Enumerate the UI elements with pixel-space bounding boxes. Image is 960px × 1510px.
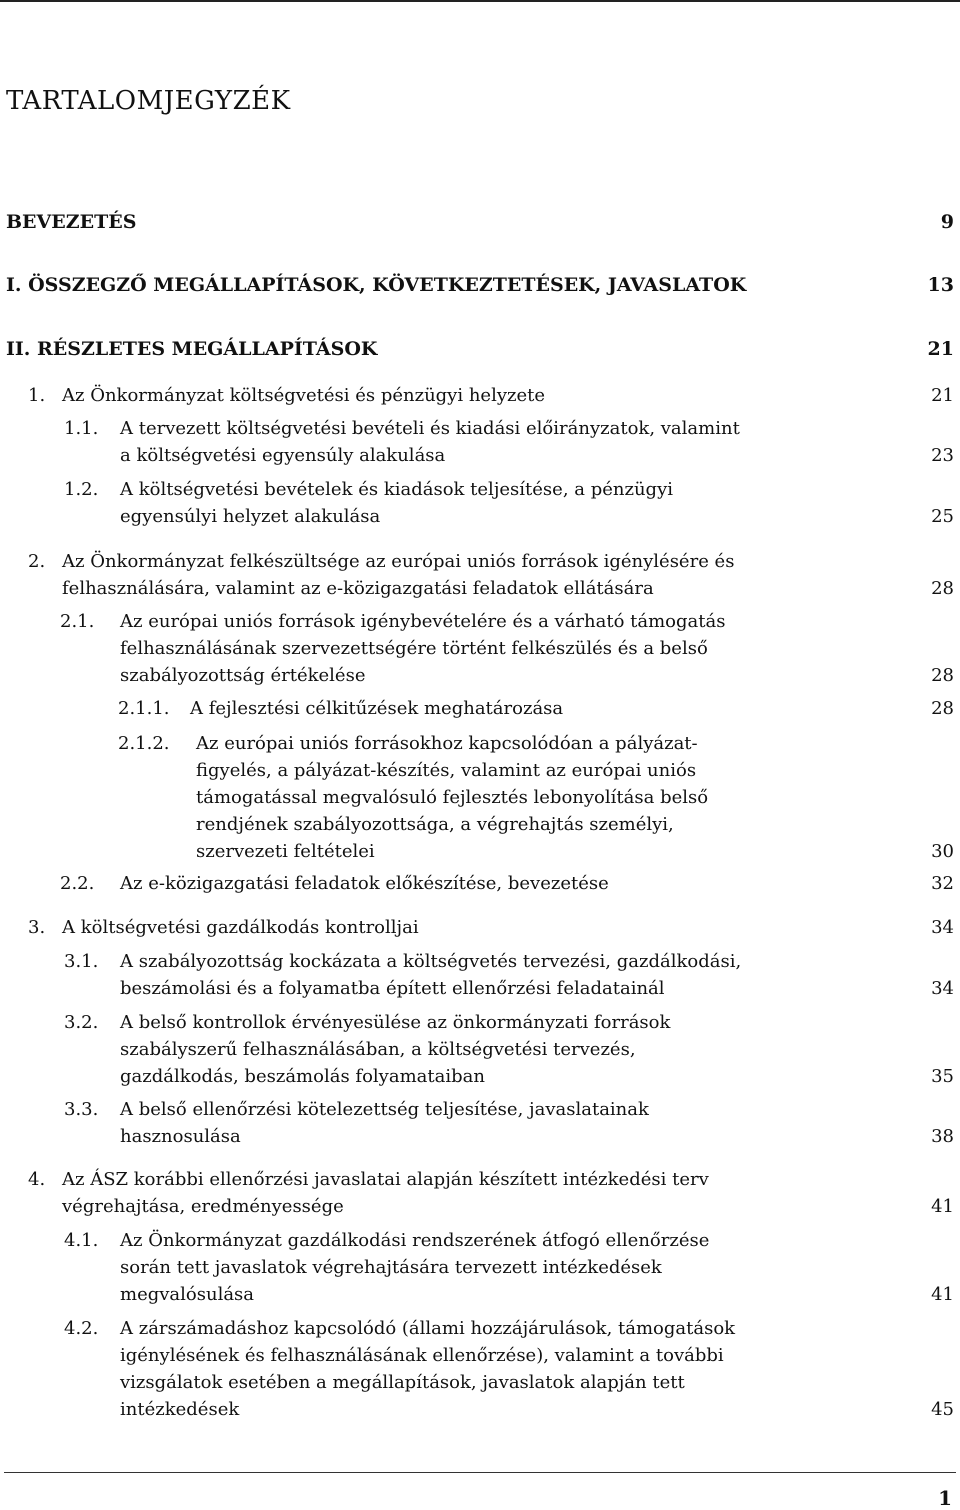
- toc-entry-text: [64, 476, 954, 530]
- toc-entry-line: támogatással megvalósuló fejlesztés lebonyolítása belső: [196, 787, 709, 808]
- toc-entry-page: 35: [931, 1066, 954, 1087]
- toc-entry-line: egyensúlyi helyzet alakulása: [120, 506, 381, 527]
- toc-entry[interactable]: [28, 548, 954, 602]
- toc-entry-line: A szabályozottság kockázata a költségvetés tervezési, gazdálkodási,: [120, 951, 742, 972]
- toc-entry-text: [28, 1166, 954, 1220]
- toc-entry[interactable]: [6, 272, 954, 299]
- toc-entry-page: 28: [931, 665, 954, 686]
- toc-entry-line: Az ÁSZ korábbi ellenőrzési javaslatai alapján készített intézkedési terv: [62, 1169, 709, 1190]
- toc-entry-line: II. RÉSZLETES MEGÁLLAPÍTÁSOK: [6, 338, 378, 360]
- toc-entry[interactable]: [64, 948, 954, 1002]
- toc-entry-line: hasznosulása: [120, 1126, 241, 1147]
- footer-rule: [4, 1472, 956, 1473]
- toc-entry-number: 4.: [28, 1169, 46, 1190]
- toc-entry-line: A belső kontrollok érvényesülése az önkormányzati források: [120, 1012, 671, 1033]
- toc-entry-line: A zárszámadáshoz kapcsolódó (állami hozzájárulások, támogatások: [120, 1318, 736, 1339]
- toc-entry[interactable]: [6, 336, 954, 363]
- toc-entry-page: 13: [927, 274, 954, 296]
- toc-entry-text: [64, 1227, 954, 1308]
- toc-entry-number: 2.1.: [60, 611, 95, 632]
- toc-entry-text: [118, 695, 954, 722]
- toc-entry-number: 2.1.1.: [118, 698, 170, 719]
- toc-entry-number: 3.2.: [64, 1012, 99, 1033]
- toc-entry-number: 2.2.: [60, 873, 95, 894]
- toc-entry-line: igénylésének és felhasználásának ellenőrzése), valamint a további: [120, 1345, 724, 1366]
- toc-entry-text: [64, 1009, 954, 1090]
- toc-entry-line: gazdálkodás, beszámolás folyamataiban: [120, 1066, 485, 1087]
- toc-entry[interactable]: [60, 608, 954, 689]
- toc-entry-line: rendjének szabályozottsága, a végrehajtás személyi,: [196, 814, 674, 835]
- toc-entry-number: 2.: [28, 551, 46, 572]
- toc-entry[interactable]: [28, 914, 954, 941]
- toc-entry-page: 34: [931, 917, 954, 938]
- toc-entry-page: 45: [931, 1399, 954, 1420]
- toc-entry-text: [64, 948, 954, 1002]
- toc-entry-text: [28, 382, 954, 409]
- toc-entry-page: 23: [931, 445, 954, 466]
- toc-entry-line: I. ÖSSZEGZŐ MEGÁLLAPÍTÁSOK, KÖVETKEZTETÉSEK, JAVASLATOK: [6, 274, 747, 296]
- toc-entry[interactable]: [118, 730, 954, 865]
- toc-entry-line: figyelés, a pályázat-készítés, valamint az európai uniós: [196, 760, 697, 781]
- toc-entry-number: 2.1.2.: [118, 733, 170, 754]
- toc-entry-number: 4.1.: [64, 1230, 99, 1251]
- toc-entry-page: 9: [940, 211, 954, 233]
- toc-entry-text: [6, 336, 954, 363]
- toc-entry-line: a költségvetési egyensúly alakulása: [120, 445, 446, 466]
- toc-entry-text: [6, 209, 954, 236]
- toc-entry[interactable]: [118, 695, 954, 722]
- toc-entry-line: felhasználásának szervezettségére történt felkészülés és a belső: [120, 638, 708, 659]
- toc-entry-line: beszámolási és a folyamatba épített ellenőrzési feladatainál: [120, 978, 665, 999]
- toc-entry-line: Az Önkormányzat felkészültsége az európai uniós források igénylésére és: [62, 551, 735, 572]
- toc-entry-line: végrehajtása, eredményessége: [62, 1196, 344, 1217]
- toc-entry[interactable]: [28, 382, 954, 409]
- page-title: TARTALOMJEGYZÉK: [6, 86, 291, 116]
- toc-entry-text: [64, 1096, 954, 1150]
- toc-entry-number: 1.2.: [64, 479, 99, 500]
- toc-entry-line: Az Önkormányzat gazdálkodási rendszerének átfogó ellenőrzése: [120, 1230, 710, 1251]
- toc-entry-page: 28: [931, 698, 954, 719]
- toc-entry-text: [64, 415, 954, 469]
- toc-entry-line: A fejlesztési célkitűzések meghatározása: [190, 698, 564, 719]
- toc-entry-line: Az Önkormányzat költségvetési és pénzügyi helyzete: [62, 385, 546, 406]
- toc-entry-line: szervezeti feltételei: [196, 841, 375, 862]
- toc-entry-number: 1.1.: [64, 418, 99, 439]
- toc-entry-line: megvalósulása: [120, 1284, 255, 1305]
- toc-entry-page: 34: [931, 978, 954, 999]
- toc-entry-line: A tervezett költségvetési bevételi és kiadási előirányzatok, valamint: [120, 418, 740, 439]
- toc-entry-line: A költségvetési bevételek és kiadások teljesítése, a pénzügyi: [120, 479, 674, 500]
- toc-entry-number: 4.2.: [64, 1318, 99, 1339]
- toc-entry-line: A költségvetési gazdálkodás kontrolljai: [62, 917, 419, 938]
- toc-entry-line: felhasználására, valamint az e-közigazgatási feladatok ellátására: [62, 578, 654, 599]
- toc-entry-page: 38: [931, 1126, 954, 1147]
- toc-entry-page: 21: [927, 338, 954, 360]
- toc-entry-number: 1.: [28, 385, 46, 406]
- toc-entry-text: [60, 870, 954, 897]
- toc-entry-line: intézkedések: [120, 1399, 240, 1420]
- toc-entry-page: 41: [931, 1196, 954, 1217]
- toc-entry-line: Az e-közigazgatási feladatok előkészítése, bevezetése: [120, 873, 609, 894]
- toc-entry[interactable]: [64, 415, 954, 469]
- toc-entry-text: [28, 548, 954, 602]
- toc-entry-line: Az európai uniós források igénybevételére és a várható támogatás: [120, 611, 726, 632]
- toc-entry[interactable]: [28, 1166, 954, 1220]
- toc-entry[interactable]: [6, 209, 954, 236]
- toc-entry-page: 25: [931, 506, 954, 527]
- toc-entry-number: 3.3.: [64, 1099, 99, 1120]
- toc-entry-number: 3.1.: [64, 951, 99, 972]
- toc-entry-line: vizsgálatok esetében a megállapítások, javaslatok alapján tett: [120, 1372, 685, 1393]
- toc-entry-line: során tett javaslatok végrehajtására tervezett intézkedések: [120, 1257, 662, 1278]
- toc-entry-text: [6, 272, 954, 299]
- page-number: 1: [938, 1486, 952, 1510]
- toc-entry-line: Az európai uniós forrásokhoz kapcsolódóan a pályázat-: [196, 733, 698, 754]
- toc-entry[interactable]: [64, 1009, 954, 1090]
- toc-entry[interactable]: [64, 476, 954, 530]
- toc-entry-number: 3.: [28, 917, 46, 938]
- toc-entry-line: szabályszerű felhasználásában, a költségvetési tervezés,: [120, 1039, 636, 1060]
- toc-entry[interactable]: [60, 870, 954, 897]
- toc-entry[interactable]: [64, 1227, 954, 1308]
- toc-entry-line: A belső ellenőrzési kötelezettség teljesítése, javaslatainak: [120, 1099, 649, 1120]
- toc-entry-page: 28: [931, 578, 954, 599]
- toc-entry-text: [64, 1315, 954, 1423]
- toc-entry-page: 41: [931, 1284, 954, 1305]
- toc-entry-text: [60, 608, 954, 689]
- toc-entry-page: 32: [931, 873, 954, 894]
- toc-entry-page: 21: [931, 385, 954, 406]
- toc-entry-text: [118, 730, 954, 865]
- toc-entry[interactable]: [64, 1096, 954, 1150]
- toc-entry-line: szabályozottság értékelése: [120, 665, 366, 686]
- toc-entry[interactable]: [64, 1315, 954, 1423]
- toc-entry-text: [28, 914, 954, 941]
- toc-entry-line: BEVEZETÉS: [6, 211, 137, 233]
- toc-entry-page: 30: [931, 841, 954, 862]
